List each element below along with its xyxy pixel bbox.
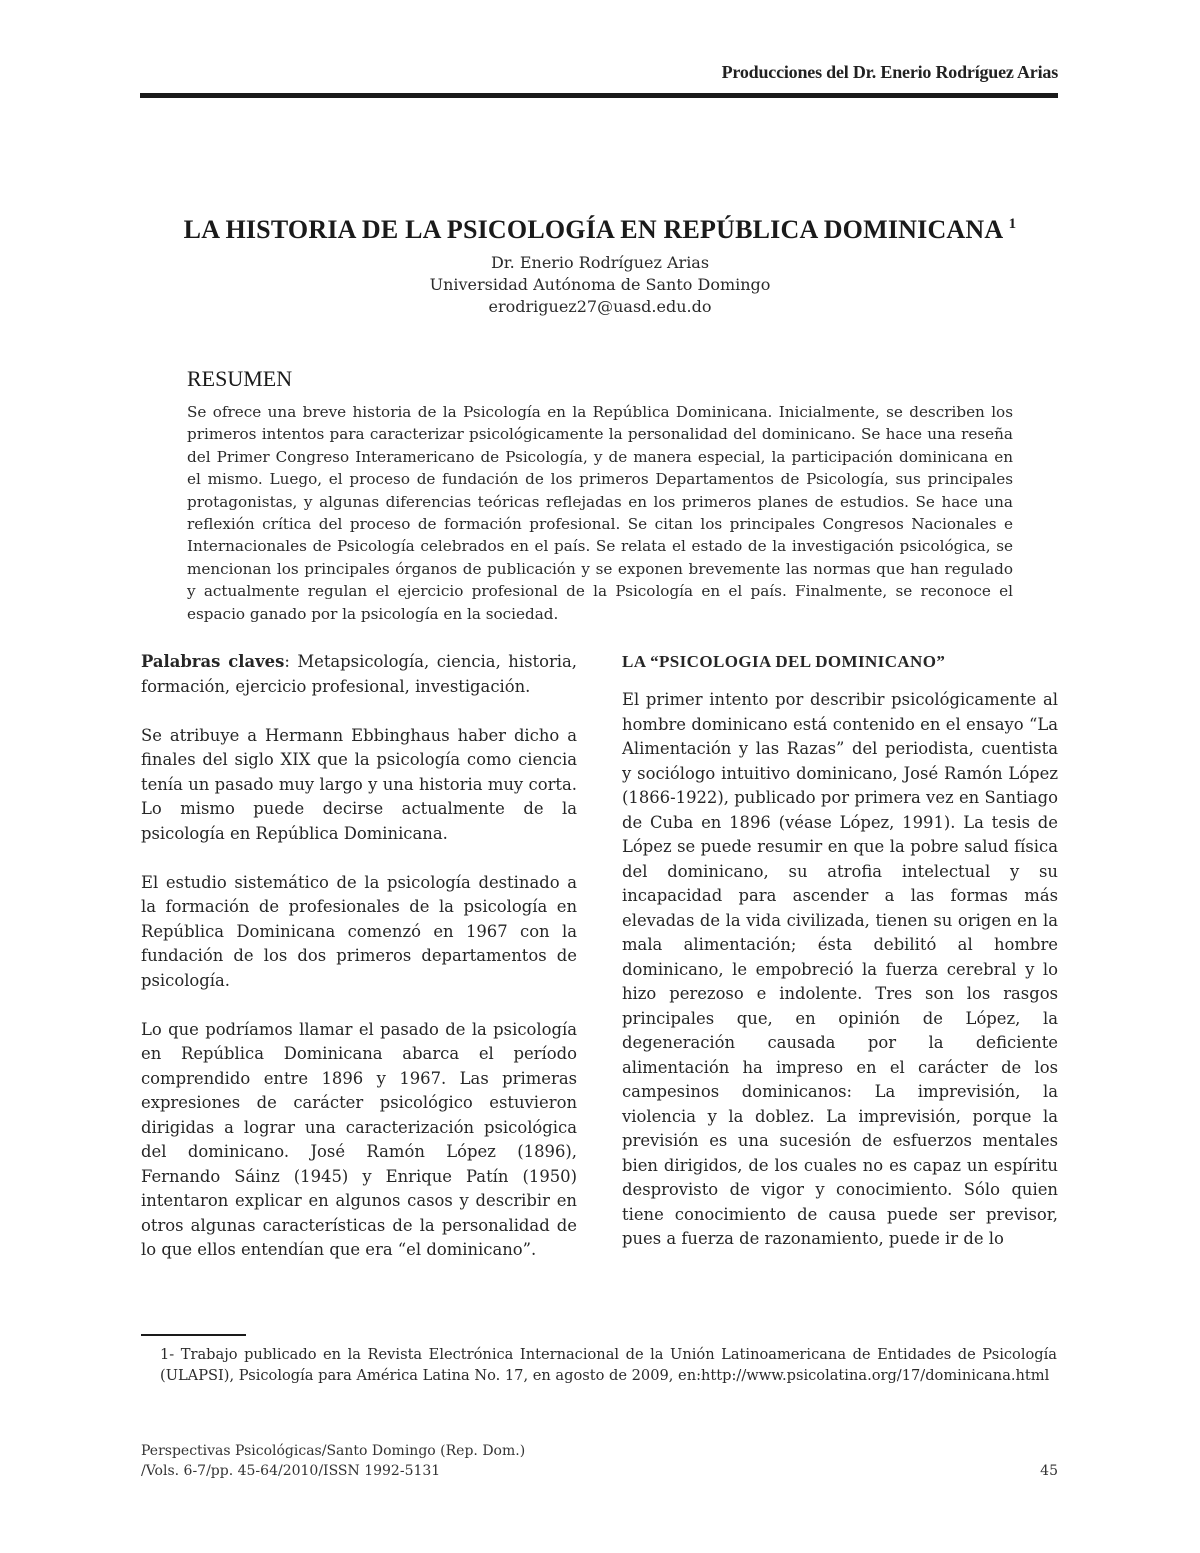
keywords <box>141 650 577 699</box>
body-paragraph: El primer intento por describir psicológicamente al hombre dominicano está contenido en el ensayo “La Alimentación y las Razas” del periodista, cuentista y sociólogo intuitivo dominicano, José Ramón López (1866-1922), publicado por primera vez en Santiago de Cuba en 1896 (véase López, 1991). La tesis de López se puede resumir en que la pobre salud física del dominicano, su atrofia intelectual y su incapacidad para ascender a las formas más elevadas de la vida civilizada, tienen su origen en la mala alimentación; ésta debilitó al hombre dominicano, le empobreció la fuerza cerebral y lo hizo perezoso e indolente. Tres son los rasgos principales que, en opinión de López, la degeneración causada por la deficiente alimentación ha impreso en el carácter de los campesinos dominicanos: La imprevisión, la violencia y la doblez. La imprevisión, porque la previsión es una sucesión de esfuerzos mentales bien dirigidos, de los cuales no es capaz un espíritu desprovisto de vigor y conocimiento. Sólo quien tiene conocimiento de causa puede ser previsor, pues a fuerza de razonamiento, puede ir de lo <box>622 690 1058 1248</box>
title-footnote-mark[interactable]: 1 <box>1008 216 1017 232</box>
body-paragraph: El estudio sistemático de la psicología destinado a la formación de profesionales de la psicología en República Dominicana comenzó en 1967 con la fundación de los dos primeros departamentos de psicología. <box>141 872 577 990</box>
body-paragraph: Se atribuye a Hermann Ebbinghaus haber dicho a finales del siglo XIX que la psicología como ciencia tenía un pasado muy largo y una historia muy corta. Lo mismo puede decirse actualmente de la psicología en República Dominicana. <box>141 725 577 843</box>
left-column <box>141 650 577 1287</box>
section-heading: LA “PSICOLOGIA DEL DOMINICANO” <box>622 652 946 671</box>
journal-citation-line1: Perspectivas Psicológicas/Santo Domingo (Rep. Dom.) <box>141 1443 526 1459</box>
article-title <box>0 215 1200 245</box>
page-number: 45 <box>1040 1463 1058 1479</box>
header-rule <box>140 93 1058 98</box>
right-column <box>622 650 1058 1252</box>
keywords-text: : Metapsicología, ciencia, historia, formación, ejercicio profesional, investigación. <box>141 652 577 696</box>
footnote: 1- Trabajo publicado en la Revista Electrónica Internacional de la Unión Latinoamericana de Entidades de Psicología (ULAPSI), Psicología para América Latina No. 17, en agosto de 2009, en:http://www.psicolatina.org/17/dominicana.html <box>160 1346 1057 1384</box>
footnote-rule <box>141 1334 246 1336</box>
journal-citation-line2: /Vols. 6-7/pp. 45-64/2010/ISSN 1992-5131 <box>141 1463 441 1479</box>
running-head: Producciones del Dr. Enerio Rodríguez Arias <box>721 62 1058 82</box>
article-title-text: LA HISTORIA DE LA PSICOLOGÍA EN REPÚBLICA DOMINICANA <box>183 215 1002 244</box>
author-email[interactable]: erodriguez27@uasd.edu.do <box>488 297 712 316</box>
abstract-text: Se ofrece una breve historia de la Psicología en la República Dominicana. Inicialmente, se describen los primeros intentos para caracterizar psicológicamente la personalidad del dominicano. Se hace una reseña del Primer Congreso Interamericano de Psicología, y de manera especial, la participación dominicana en el mismo. Luego, el proceso de fundación de los primeros Departamentos de Psicología, sus principales protagonistas, y algunas diferencias teóricas reflejadas en los primeros planes de estudios. Se hace una reflexión crítica del proceso de formación profesional. Se citan los principales Congresos Nacionales e Internacionales de Psicología celebrados en el país. Se relata el estado de la investigación psicológica, se mencionan los principales órganos de publicación y se exponen brevemente las normas que han regulado y actualmente regulan el ejercicio profesional de la Psicología en el país. Finalmente, se reconoce el espacio ganado por la psicología en la sociedad. <box>187 403 1013 623</box>
body-paragraph: Lo que podríamos llamar el pasado de la psicología en República Dominicana abarca el período comprendido entre 1896 y 1967. Las primeras expresiones de carácter psicológico estuvieron dirigidas a lograr una caracterización psicológica del dominicano. José Ramón López (1896), Fernando Sáinz (1945) y Enrique Patín (1950) intentaron explicar en algunos casos y describir en otros algunas características de la personalidad de lo que ellos entendían que era “el dominicano”. <box>141 1019 577 1259</box>
author-institution: Universidad Autónoma de Santo Domingo <box>429 275 771 294</box>
keywords-label: Palabras claves <box>141 652 285 671</box>
abstract-heading: RESUMEN <box>187 366 293 391</box>
author-name: Dr. Enerio Rodríguez Arias <box>490 253 710 272</box>
